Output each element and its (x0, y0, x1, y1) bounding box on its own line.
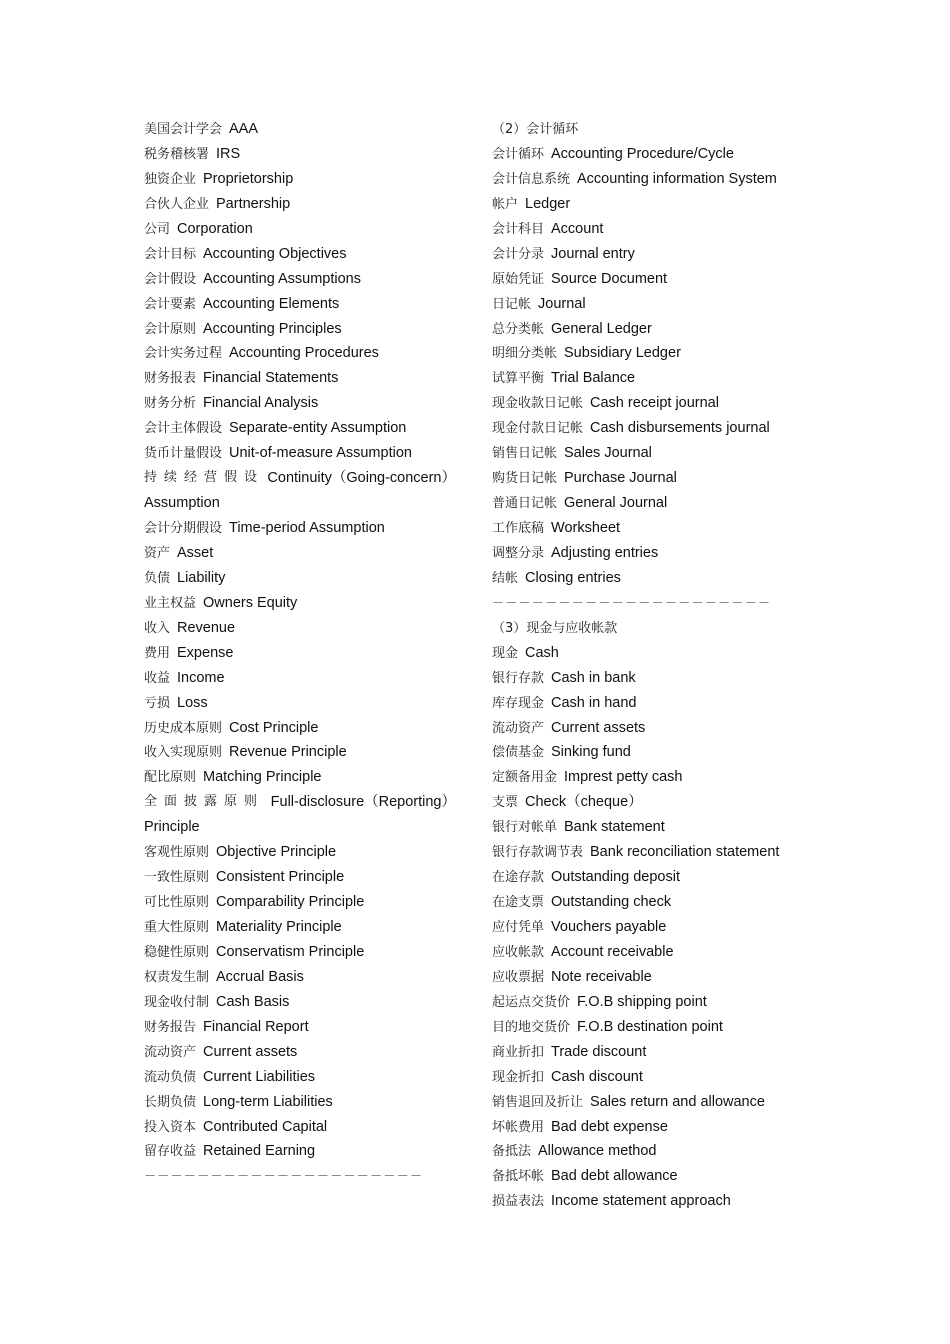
glossary-entry (492, 341, 802, 366)
term-english: F.O.B shipping point (577, 993, 707, 1010)
glossary-entry (492, 915, 802, 940)
term-chinese: 长期负债 (144, 1094, 197, 1110)
term-chinese: 商业折扣 (492, 1044, 545, 1060)
glossary-entry (492, 790, 802, 815)
term-english-continuation: Principle (144, 819, 200, 836)
term-chinese: 会计目标 (144, 246, 197, 262)
term-chinese: 投入资本 (144, 1119, 197, 1135)
term-english: Asset (177, 544, 214, 561)
glossary-entry (144, 292, 456, 317)
term-english: Sales Journal (564, 445, 652, 462)
term-english: Accounting Procedures (229, 345, 379, 362)
glossary-entry (492, 1164, 802, 1189)
term-chinese: 库存现金 (492, 695, 545, 711)
glossary-entry (492, 142, 802, 167)
glossary-entry (492, 1115, 802, 1140)
glossary-entry (144, 691, 456, 716)
term-chinese: 货币计量假设 (144, 446, 223, 462)
term-chinese: 销售退回及折让 (492, 1094, 584, 1110)
term-english: Cost Principle (229, 719, 319, 736)
glossary-entry (492, 491, 802, 516)
term-chinese: 备抵法 (492, 1144, 532, 1160)
term-chinese: 现金 (492, 645, 519, 661)
term-english: Objective Principle (216, 844, 337, 861)
term-english: Comparability Principle (216, 894, 365, 911)
glossary-entry (144, 865, 456, 890)
term-english: Bank statement (564, 819, 665, 836)
term-chinese: 备抵坏帐 (492, 1169, 545, 1185)
glossary-entry (492, 840, 802, 865)
term-chinese: 偿债基金 (492, 745, 545, 761)
glossary-entry (492, 691, 802, 716)
term-chinese: 收入实现原则 (144, 745, 223, 761)
term-english: Conservatism Principle (216, 943, 365, 960)
glossary-entry (144, 366, 456, 391)
glossary-entry (492, 666, 802, 691)
term-chinese: 日记帐 (492, 296, 532, 312)
term-chinese: 持续经营假设 (144, 470, 265, 486)
term-english: Purchase Journal (564, 470, 677, 487)
term-english: Bad debt expense (551, 1118, 668, 1135)
term-english: Financial Analysis (203, 395, 319, 412)
glossary-entry (492, 267, 802, 292)
glossary-entry (144, 167, 456, 192)
term-english: Revenue (177, 619, 236, 636)
glossary-entry (144, 840, 456, 865)
glossary-entry (492, 416, 802, 441)
term-english: Current assets (551, 719, 646, 736)
term-english: Sales return and allowance (590, 1093, 765, 1110)
term-chinese: 银行存款调节表 (492, 845, 584, 861)
term-chinese: 应收票据 (492, 969, 545, 985)
term-chinese: 美国会计学会 (144, 122, 223, 137)
glossary-entry-continuation (144, 815, 456, 840)
glossary-entry (492, 391, 802, 416)
term-chinese: 总分类帐 (492, 321, 545, 337)
term-english: Accrual Basis (216, 968, 304, 985)
glossary-entry (492, 765, 802, 790)
glossary-entry (492, 1189, 802, 1214)
term-english: F.O.B destination point (577, 1018, 723, 1035)
glossary-entry (492, 466, 802, 491)
term-english: Accounting Elements (203, 295, 340, 312)
glossary-entry (492, 965, 802, 990)
glossary-entry (144, 1015, 456, 1040)
glossary-entry (144, 940, 456, 965)
term-chinese: 会计主体假设 (144, 421, 223, 437)
glossary-entry (144, 740, 456, 765)
term-chinese: 起运点交货价 (492, 994, 571, 1010)
term-chinese: 坏帐费用 (492, 1119, 545, 1135)
term-chinese: 银行对帐单 (492, 820, 558, 836)
glossary-entry (492, 815, 802, 840)
glossary-entry (492, 366, 802, 391)
glossary-entry (144, 965, 456, 990)
glossary-entry (144, 267, 456, 292)
term-chinese: 原始凭证 (492, 271, 545, 287)
term-english: IRS (216, 145, 241, 162)
section-heading-accounting-cycle-text: （2）会计循环 (492, 122, 579, 137)
glossary-entry (144, 416, 456, 441)
term-chinese: 现金折扣 (492, 1069, 545, 1085)
term-chinese: 明细分类帐 (492, 346, 558, 362)
term-english: Journal entry (551, 245, 635, 262)
term-english: Owners Equity (203, 594, 298, 611)
glossary-entry (144, 591, 456, 616)
glossary-entry (144, 516, 456, 541)
glossary-entry (492, 167, 802, 192)
term-english: Income (177, 669, 225, 686)
glossary-entry (144, 1090, 456, 1115)
term-chinese: 一致性原则 (144, 870, 210, 886)
glossary-entry (144, 192, 456, 217)
term-chinese: 应收帐款 (492, 944, 545, 960)
term-chinese: 会计原则 (144, 321, 197, 337)
glossary-entry (144, 541, 456, 566)
glossary-entry (492, 217, 802, 242)
glossary-entry (144, 142, 456, 167)
term-chinese: 收益 (144, 670, 171, 686)
term-chinese: 合伙人企业 (144, 196, 210, 212)
glossary-entry (492, 1065, 802, 1090)
term-chinese: 帐户 (492, 196, 519, 212)
term-english: Cash disbursements journal (590, 420, 770, 437)
term-english: Allowance method (538, 1143, 657, 1160)
term-english: Trade discount (551, 1043, 647, 1060)
glossary-entry (144, 1065, 456, 1090)
glossary-entry (144, 117, 456, 142)
glossary-entry (144, 441, 456, 466)
term-english: Unit-of-measure Assumption (229, 445, 412, 462)
glossary-entry (492, 641, 802, 666)
term-english: Note receivable (551, 968, 652, 985)
term-english: Liability (177, 569, 226, 586)
glossary-entry (492, 441, 802, 466)
term-chinese: 财务报表 (144, 371, 197, 387)
term-english: Journal (538, 295, 586, 312)
term-chinese: 权责发生制 (144, 969, 210, 985)
glossary-entry (492, 1040, 802, 1065)
term-english: Source Document (551, 270, 668, 287)
term-chinese: 业主权益 (144, 595, 197, 611)
term-english: Sinking fund (551, 744, 631, 761)
glossary-entry-continuation (144, 491, 456, 516)
section-heading-accounting-cycle (492, 117, 802, 142)
term-english: Cash discount (551, 1068, 643, 1085)
term-english: Adjusting entries (551, 544, 659, 561)
glossary-entry (492, 566, 802, 591)
glossary-entry (144, 616, 456, 641)
term-chinese: 历史成本原则 (144, 720, 223, 736)
term-english: Contributed Capital (203, 1118, 328, 1135)
term-chinese: 重大性原则 (144, 920, 210, 935)
term-chinese: 客观性原则 (144, 845, 210, 861)
term-english: Separate-entity Assumption (229, 420, 407, 437)
glossary-entry (144, 341, 456, 366)
term-english: Check（cheque） (525, 794, 643, 811)
term-english: Subsidiary Ledger (564, 345, 681, 362)
term-chinese: 留存收益 (144, 1144, 197, 1160)
term-english: Cash (525, 644, 559, 661)
term-chinese: 会计假设 (144, 271, 197, 287)
term-english: Accounting information System (577, 170, 777, 187)
glossary-entry (144, 242, 456, 267)
term-chinese: 会计分录 (492, 246, 545, 262)
term-english: Loss (177, 694, 208, 711)
glossary-entry (144, 990, 456, 1015)
glossary-entry (144, 890, 456, 915)
glossary-entry (144, 641, 456, 666)
term-english: Time-period Assumption (229, 520, 385, 536)
term-english: Closing entries (525, 569, 621, 586)
term-chinese: 独资企业 (144, 171, 197, 187)
term-english: Expense (177, 644, 234, 661)
term-chinese: 会计循环 (492, 146, 545, 162)
term-chinese: 在途支票 (492, 895, 545, 911)
term-chinese: 收入 (144, 620, 171, 636)
glossary-entry (144, 566, 456, 591)
term-english: Outstanding deposit (551, 869, 680, 886)
term-english: Income statement approach (551, 1193, 731, 1210)
term-chinese: 配比原则 (144, 770, 197, 786)
section-separator: －－－－－－－－－－－－－－－－－－－－－ (144, 1169, 424, 1184)
term-chinese: 应付凭单 (492, 920, 545, 935)
glossary-entry (492, 865, 802, 890)
term-english: Outstanding check (551, 894, 672, 911)
term-english: Financial Statements (203, 370, 339, 387)
term-chinese: 定额备用金 (492, 770, 558, 786)
term-english-continuation: Assumption (144, 495, 220, 512)
term-english: Trial Balance (551, 370, 636, 387)
glossary-entry (492, 716, 802, 741)
term-english: Account (551, 220, 604, 237)
term-chinese: 购货日记帐 (492, 471, 558, 487)
term-english: Cash in hand (551, 694, 637, 711)
glossary-entry (492, 940, 802, 965)
section-heading-cash-receivables (492, 616, 802, 641)
term-chinese: 支票 (492, 795, 519, 811)
glossary-entry (492, 292, 802, 317)
term-chinese: 目的地交货价 (492, 1019, 571, 1035)
glossary-entry (492, 242, 802, 267)
term-english: Partnership (216, 195, 291, 212)
term-english: Revenue Principle (229, 744, 347, 761)
glossary-entry (144, 790, 456, 815)
term-chinese: 普通日记帐 (492, 496, 558, 512)
term-chinese: 税务稽核署 (144, 146, 210, 162)
term-chinese: 资产 (144, 545, 171, 561)
term-english: Financial Report (203, 1018, 309, 1035)
term-chinese: 全面披露原则 (144, 794, 265, 810)
term-chinese: 会计科目 (492, 221, 545, 237)
term-english: Matching Principle (203, 769, 322, 786)
term-chinese: 银行存款 (492, 670, 545, 686)
term-chinese: 损益表法 (492, 1194, 545, 1210)
term-english: Bad debt allowance (551, 1168, 678, 1185)
term-english: Cash in bank (551, 669, 636, 686)
term-chinese: 流动资产 (492, 720, 545, 736)
term-english: Account receivable (551, 943, 674, 960)
term-chinese: 稳健性原则 (144, 944, 210, 960)
term-english: AAA (229, 121, 259, 137)
term-chinese: 现金付款日记帐 (492, 421, 584, 437)
term-english: Proprietorship (203, 170, 294, 187)
term-chinese: 试算平衡 (492, 371, 545, 387)
glossary-entry (144, 716, 456, 741)
term-chinese: 会计分期假设 (144, 521, 223, 536)
term-english: Accounting Principles (203, 320, 342, 337)
term-chinese: 费用 (144, 645, 171, 661)
term-english: General Ledger (551, 320, 652, 337)
term-chinese: 公司 (144, 221, 171, 237)
glossary-entry (492, 740, 802, 765)
section-heading-cash-receivables-text: （3）现金与应收帐款 (492, 620, 618, 636)
term-chinese: 流动负债 (144, 1069, 197, 1085)
term-english: Worksheet (551, 520, 621, 536)
term-chinese: 在途存款 (492, 870, 545, 886)
glossary-entry (492, 516, 802, 541)
glossary-entry (492, 890, 802, 915)
term-english: Long-term Liabilities (203, 1093, 333, 1110)
term-english: Bank reconciliation statement (590, 844, 780, 861)
term-chinese: 工作底稿 (492, 521, 545, 536)
term-english: Retained Earning (203, 1143, 316, 1160)
term-english: Cash Basis (216, 993, 290, 1010)
glossary-entry (144, 765, 456, 790)
right-column (492, 117, 802, 1214)
term-chinese: 调整分录 (492, 545, 545, 561)
glossary-entry (144, 1040, 456, 1065)
glossary-entry (144, 317, 456, 342)
glossary-entry (492, 1015, 802, 1040)
term-chinese: 亏损 (144, 695, 171, 711)
term-english: Accounting Procedure/Cycle (551, 145, 734, 162)
glossary-entry (492, 192, 802, 217)
left-column (144, 117, 456, 1189)
term-chinese: 会计信息系统 (492, 171, 571, 187)
glossary-entry (144, 1139, 456, 1164)
term-english: Corporation (177, 220, 253, 237)
term-english: Full-disclosure（Reporting） (270, 794, 456, 811)
term-english: Ledger (525, 195, 571, 212)
glossary-entry (144, 217, 456, 242)
term-chinese: 负债 (144, 570, 171, 586)
glossary-entry (492, 1139, 802, 1164)
term-chinese: 财务报告 (144, 1019, 197, 1035)
glossary-entry (492, 317, 802, 342)
glossary-entry (492, 990, 802, 1015)
glossary-entry (144, 391, 456, 416)
term-english: General Journal (564, 495, 668, 512)
glossary-entry (492, 1090, 802, 1115)
term-english: Continuity（Going-concern） (267, 470, 456, 487)
term-english: Current Liabilities (203, 1068, 316, 1085)
term-english: Accounting Assumptions (203, 270, 361, 287)
term-chinese: 财务分析 (144, 396, 197, 412)
glossary-entry (144, 1115, 456, 1140)
glossary-entry (144, 915, 456, 940)
section-separator: －－－－－－－－－－－－－－－－－－－－－ (492, 595, 772, 610)
term-english: Consistent Principle (216, 869, 345, 886)
term-english: Materiality Principle (216, 919, 342, 935)
glossary-entry (144, 666, 456, 691)
term-chinese: 可比性原则 (144, 895, 210, 911)
glossary-entry (492, 541, 802, 566)
term-english: Imprest petty cash (564, 769, 683, 786)
term-chinese: 流动资产 (144, 1044, 197, 1060)
term-chinese: 现金收付制 (144, 994, 210, 1010)
term-english: Vouchers payable (551, 919, 667, 935)
glossary-entry (144, 466, 456, 491)
term-english: Current assets (203, 1043, 298, 1060)
term-english: Cash receipt journal (590, 395, 719, 412)
term-english: Accounting Objectives (203, 245, 347, 262)
term-chinese: 会计要素 (144, 296, 197, 312)
term-chinese: 会计实务过程 (144, 346, 223, 362)
term-chinese: 销售日记帐 (492, 446, 558, 462)
term-chinese: 现金收款日记帐 (492, 396, 584, 412)
term-chinese: 结帐 (492, 570, 519, 586)
